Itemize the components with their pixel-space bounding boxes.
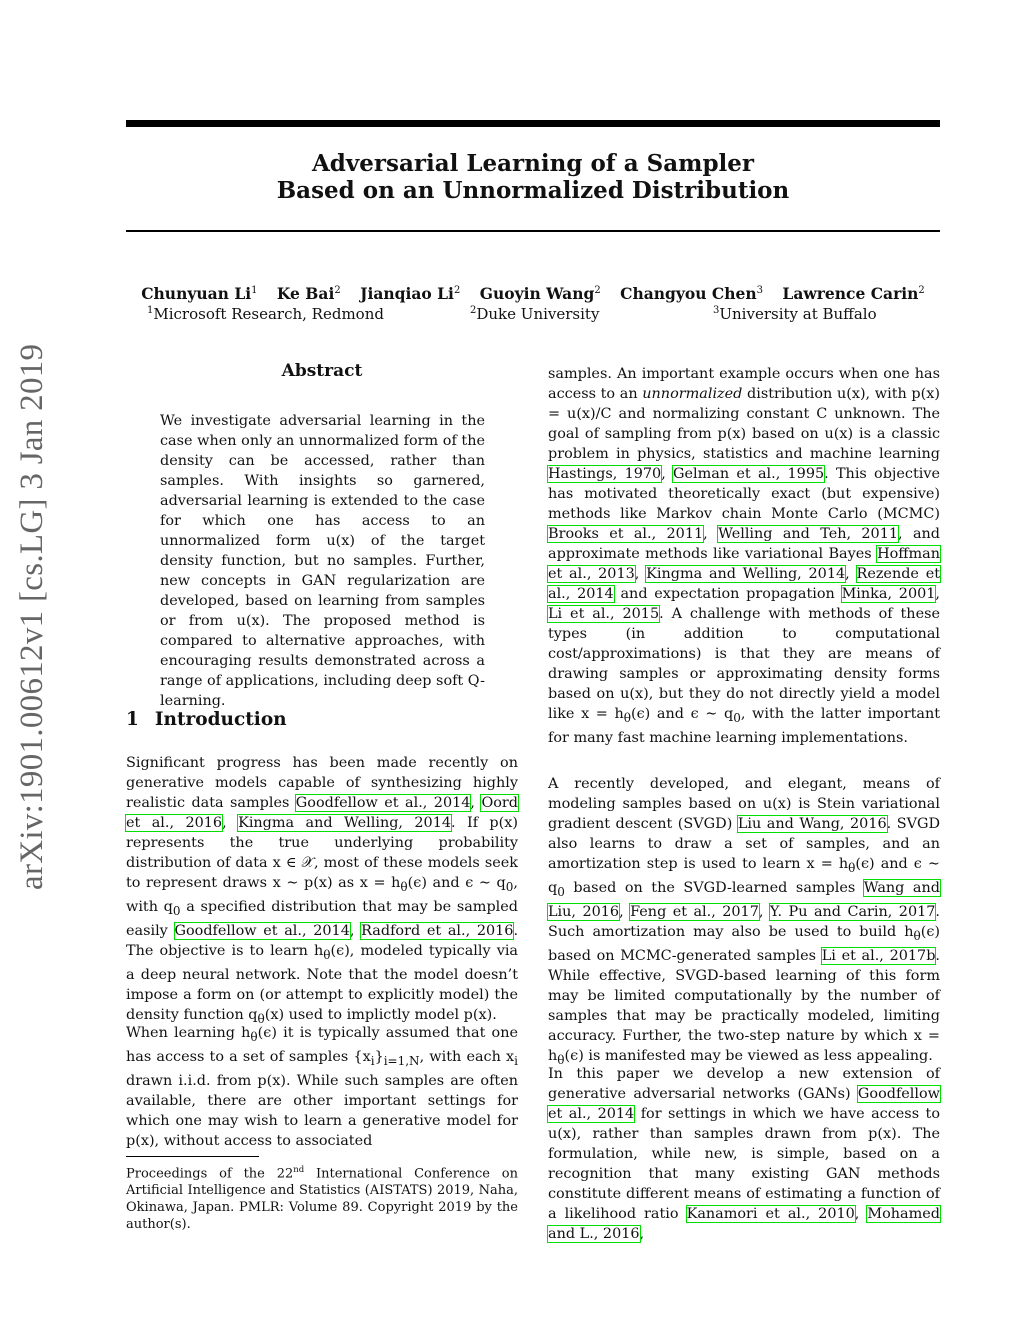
intro-paragraph-5 xyxy=(548,1064,940,1244)
citation-link[interactable]: Li et al., 2017b xyxy=(821,947,936,964)
citation-link[interactable]: Welling and Teh, 2011 xyxy=(718,526,899,542)
text-run: , with each x xyxy=(419,1048,515,1065)
citation-link[interactable]: Minka, 2001 xyxy=(841,586,936,602)
affiliation-name: Microsoft Research, Redmond xyxy=(153,305,384,323)
citation-link[interactable]: Goodfellow et al., 2014 xyxy=(548,1086,940,1122)
text-run: A recently developed, and elegant, means of modeling samples based on u(x) is Stein variational gradient descent (SVGD) xyxy=(548,776,940,832)
text-run: , xyxy=(470,795,482,811)
text-run: . A challenge with methods of these types (in addition to computational cost/approximations) is that they are means of drawing samples or approximating density forms based on u(x), but they do not directly yield a model like x = h xyxy=(548,606,940,722)
arxiv-stamp[interactable]: arXiv:1901.00612v1 [cs.LG] 3 Jan 2019 xyxy=(14,343,50,890)
author-affil-mark: 2 xyxy=(334,284,341,296)
affiliation-name: Duke University xyxy=(476,305,600,323)
text-run: } xyxy=(374,1048,384,1065)
text-run: and expectation propagation xyxy=(613,586,842,602)
text-run: samples. An important example occurs when one has access to an xyxy=(548,366,940,402)
citation-link[interactable]: Feng et al., 2017 xyxy=(630,903,759,920)
text-run: , xyxy=(703,526,719,542)
text-run: a specified distribution that may be sampled easily xyxy=(126,898,518,939)
title-line-2: Based on an Unnormalized Distribution xyxy=(276,177,790,204)
subscript: θ xyxy=(250,1029,258,1044)
text-run: , with q xyxy=(126,875,518,915)
intro-paragraph-1 xyxy=(126,753,518,1029)
text-run: . While effective, SVGD-based learning of this form may be limited computationally by the number of samples that may be practically modeled, limiting accuracy. Further, the two-step nature by which x = h xyxy=(548,947,940,1064)
intro-paragraph-4 xyxy=(548,774,940,1070)
text-run: , and approximate methods like variational Bayes xyxy=(548,526,940,562)
text-run: Proceedings of the 22 xyxy=(126,1166,294,1182)
text-run: . If p(x) represents the true underlying probability distribution of data x ∈ 𝒳, most of these models seek to represent draws x ∼ p(x) as x = h xyxy=(126,815,518,891)
author-name: Jianqiao Li xyxy=(360,284,454,303)
subscript: i xyxy=(370,1053,375,1068)
author-affil-mark: 2 xyxy=(594,284,601,296)
subscript: i=1,N xyxy=(383,1053,420,1068)
text-run: (ϵ) is manifested may be viewed as less appealing. xyxy=(564,1047,933,1064)
text-run: (ϵ) and ϵ ∼ q xyxy=(631,706,734,722)
text-run: (ϵ) it is typically assumed that one has access to a set of samples {x xyxy=(126,1025,518,1065)
subscript: θ xyxy=(400,879,408,894)
author-affil-mark: 3 xyxy=(756,284,764,296)
citation-link[interactable]: Rezende et al., 2014 xyxy=(548,566,941,602)
text-run: (ϵ), modeled typically via a deep neural network. Note that the model doesn’t impose a form on (or attempt to explicitly model) the density function q xyxy=(126,942,519,1023)
footnote xyxy=(126,1162,518,1233)
text-run: , xyxy=(854,1206,868,1222)
section-number: 1 xyxy=(126,709,139,730)
abstract-heading: Abstract xyxy=(281,361,363,381)
text-run: (x) used to implictly model p(x). xyxy=(264,1006,497,1023)
section-title: Introduction xyxy=(154,709,287,730)
citation-link[interactable]: Hastings, 1970 xyxy=(548,466,662,482)
text-run: , with the latter important for many fast machine learning implementations. xyxy=(548,706,940,746)
text-run: , xyxy=(634,566,647,582)
subscript: θ xyxy=(623,710,631,725)
citation-link[interactable]: Li et al., 2015 xyxy=(548,606,660,622)
author xyxy=(141,284,257,303)
text-run: drawn i.i.d. from p(x). While such samples are often available, there are other important settings for which one may wish to learn a generative model for p(x), without access to associated xyxy=(126,1072,518,1149)
author xyxy=(360,284,460,303)
citation-link[interactable]: Brooks et al., 2011 xyxy=(548,526,704,542)
text-run: . The objective is to learn h xyxy=(126,922,519,959)
subscript: θ xyxy=(848,860,856,875)
superscript: nd xyxy=(293,1165,305,1175)
citation-link[interactable]: Goodfellow et al., 2014 xyxy=(295,795,471,811)
citation-link[interactable]: Oord et al., 2016 xyxy=(126,795,518,831)
author-name: Ke Bai xyxy=(276,284,335,303)
subscript: θ xyxy=(913,928,921,943)
text-run: . This objective has motivated theoretically exact (but expensive) methods like Markov chain Monte Carlo (MCMC) xyxy=(548,466,940,522)
citation-link[interactable]: Hoffman et al., 2013 xyxy=(548,546,940,582)
author xyxy=(782,284,924,303)
subscript: θ xyxy=(257,1011,265,1026)
affiliation xyxy=(470,305,599,323)
text-run: , xyxy=(661,466,674,482)
abstract-text: We investigate adversarial learning in the case when only an unnormalized form of the density can be accessed, rather than samples. With insights so garnered, adversarial learning is extended to the case for which one has access to an unnormalized form u(x) of the target density function, but no samples. Further, new concepts in GAN regularization are developed, based on learning from samples or from u(x). The proposed method is compared to alternative approaches, with encouraging results demonstrated across a range of applications, including deep soft Q-learning. xyxy=(160,413,485,709)
text-run: Significant progress has been made recently on generative models capable of synthesizing highly realistic data samples xyxy=(126,755,518,811)
text-run: , xyxy=(845,566,857,582)
author-name: Chunyuan Li xyxy=(141,284,252,303)
affiliation xyxy=(713,305,877,323)
title-line-1: Adversarial Learning of a Sampler xyxy=(311,150,755,177)
affiliation xyxy=(147,305,384,323)
affiliation-name: University at Buffalo xyxy=(719,305,877,323)
text-run: . Such amortization may also be used to build h xyxy=(548,903,940,940)
subscript: 0 xyxy=(557,884,565,899)
citation-link[interactable]: Mohamed and L., 2016 xyxy=(548,1206,940,1242)
affiliation-mark: 1 xyxy=(147,305,154,316)
text-run: for settings in which we have access to u(x), rather than samples drawn from p(x). The formulation, while new, is simple, based on a recognition that many existing GAN methods constitute different means of estimating a function of a likelihood ratio xyxy=(548,1106,941,1222)
emphasis: unnormalized xyxy=(642,386,743,402)
section-heading xyxy=(126,709,287,730)
subscript: θ xyxy=(557,1052,565,1067)
citation-link[interactable]: Radford et al., 2016 xyxy=(361,922,514,939)
author-affil-mark: 1 xyxy=(251,284,258,296)
author-affil-mark: 2 xyxy=(918,284,925,296)
subscript: θ xyxy=(323,947,331,962)
text-run: , xyxy=(619,903,631,920)
footnote-rule xyxy=(126,1156,259,1157)
text-run: In this paper we develop a new extension of generative adversarial networks (GANs) xyxy=(548,1066,940,1102)
author-affil-mark: 2 xyxy=(453,284,461,296)
author-name: Changyou Chen xyxy=(620,284,757,303)
author-name: Guoyin Wang xyxy=(479,284,595,303)
author xyxy=(620,284,763,303)
text-run: (ϵ) and ϵ ∼ q xyxy=(407,875,506,891)
subscript: 0 xyxy=(505,879,514,894)
intro-paragraph-3 xyxy=(548,364,940,748)
text-run: distribution u(x), with p(x) = u(x)/C and normalizing constant C unknown. The goal of sampling from p(x) based on u(x) is a classic problem in physics, statistics and machine learning xyxy=(548,386,940,462)
text-run: When learning h xyxy=(126,1025,251,1041)
citation-link[interactable]: Goodfellow et al., 2014 xyxy=(174,922,350,939)
text-run: International Conference on Artificial Intelligence and Statistics (AISTATS) 2019, Naha, Okinawa, Japan. PMLR: Volume 89. Copyright 2019 by the author(s). xyxy=(126,1166,518,1233)
text-run: . SVGD also learns to draw a set of samples, and an amortization step is used to learn x = h xyxy=(548,816,941,872)
citation-link[interactable]: Gelman et al., 1995 xyxy=(673,466,825,482)
text-run: (ϵ) and ϵ ∼ q xyxy=(548,856,940,896)
text-run: , xyxy=(639,1226,645,1242)
author-name: Lawrence Carin xyxy=(782,284,919,303)
citation-link[interactable]: Wang and Liu, 2016 xyxy=(548,879,940,920)
text-run: , xyxy=(222,815,239,831)
affiliation-mark: 3 xyxy=(713,305,720,316)
author-list xyxy=(126,284,940,303)
text-run: , xyxy=(935,586,940,602)
intro-paragraph-2 xyxy=(126,1023,518,1151)
subscript: i xyxy=(514,1053,519,1068)
citation-link[interactable]: Y. Pu and Carin, 2017 xyxy=(769,903,936,920)
text-run: , xyxy=(349,922,362,939)
title-rule-bottom xyxy=(126,230,940,232)
text-run: based on the SVGD-learned samples xyxy=(564,879,864,896)
text-run: , xyxy=(758,903,770,920)
author xyxy=(277,284,341,303)
affiliation-mark: 2 xyxy=(470,305,477,316)
paper-title xyxy=(126,150,940,204)
citation-link[interactable]: Kanamori et al., 2010 xyxy=(686,1206,855,1222)
text-run: (ϵ) based on MCMC-generated samples xyxy=(548,923,940,964)
citation-link[interactable]: Liu and Wang, 2016 xyxy=(737,816,887,832)
citation-link[interactable]: Kingma and Welling, 2014 xyxy=(238,815,452,831)
citation-link[interactable]: Kingma and Welling, 2014 xyxy=(646,566,846,582)
author xyxy=(480,284,601,303)
subscript: 0 xyxy=(172,903,181,918)
subscript: 0 xyxy=(733,710,741,725)
title-rule-top xyxy=(126,120,940,127)
